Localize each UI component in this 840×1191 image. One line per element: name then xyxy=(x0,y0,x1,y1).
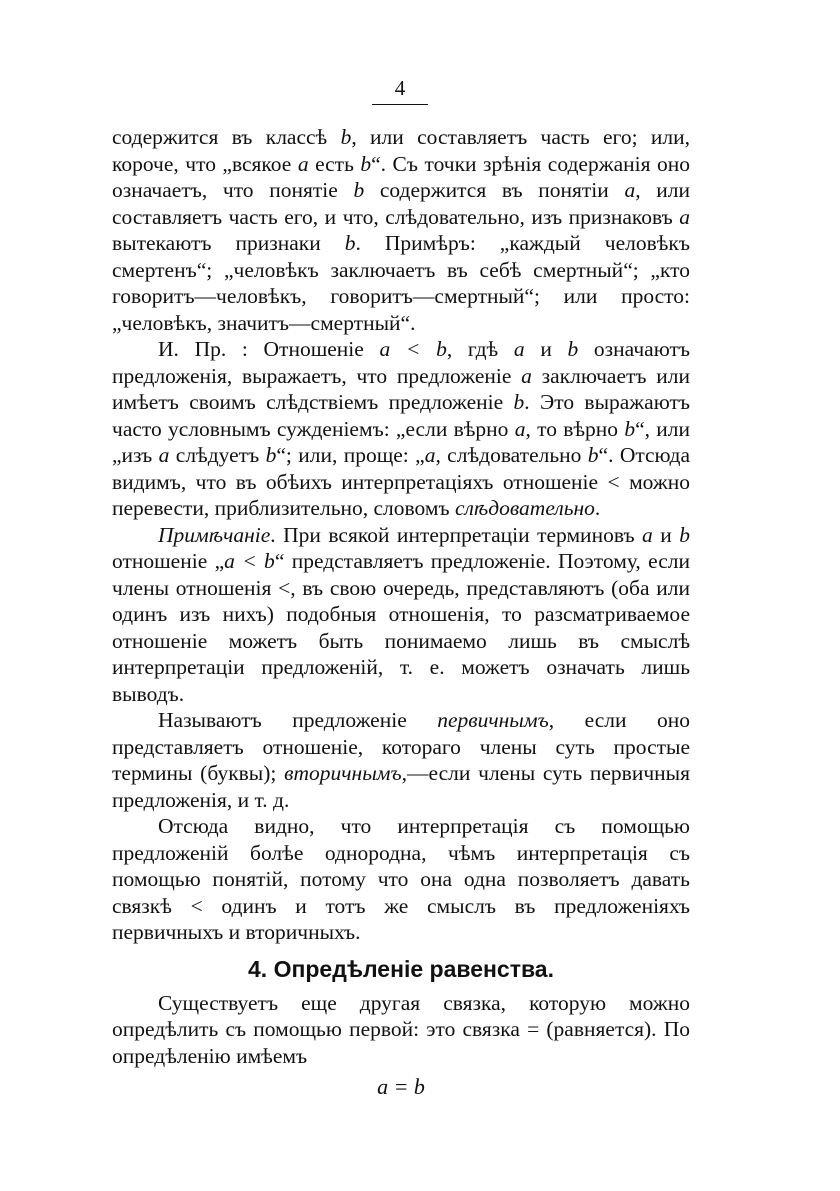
text-run: Существуетъ еще другая связка, которую можно опредѣлить съ помощью первой: это связка = (равняется). По опредѣленію имѣемъ xyxy=(112,990,690,1068)
text-run: “; или, проще: „ xyxy=(276,443,425,467)
text-run: и xyxy=(652,522,680,547)
variable: a xyxy=(521,363,532,388)
section-title: Опредѣленіе равенства. xyxy=(273,955,554,982)
text-run: слѣдуетъ xyxy=(169,443,266,467)
text-run: и xyxy=(524,337,568,361)
text-run: , если оно представляетъ отношеніе, котораго члены суть простые термины (буквы); xyxy=(112,708,690,785)
variable: b xyxy=(587,443,599,467)
paragraph-4 xyxy=(112,707,690,813)
variable: a xyxy=(624,178,636,202)
text-run: . Примѣръ: „каждый человѣкъ смертенъ“; „человѣкъ заключаетъ въ себѣ смертный“; „кто говоритъ—человѣкъ, говоритъ—смертный“; или просто: „человѣкъ, значитъ—смертный“. xyxy=(112,231,690,335)
variable: a xyxy=(424,443,436,467)
text-run: “, или „изъ xyxy=(112,416,691,467)
page-number-rule xyxy=(372,104,428,105)
variable: a xyxy=(679,204,690,229)
variable: b xyxy=(340,125,352,149)
variable: b xyxy=(679,522,691,547)
variable: a xyxy=(513,337,525,361)
text-run: , гдѣ xyxy=(446,337,514,361)
text-run: , слѣдовательно xyxy=(435,443,588,467)
text-run: “. Съ точки зрѣнія содержанія оно означаетъ, что понятіе xyxy=(112,151,690,202)
section-number: 4. xyxy=(248,955,268,982)
text-run: содержится въ понятіи xyxy=(364,178,625,202)
text-run: , то вѣрно xyxy=(525,416,625,441)
text-run: , или составляетъ часть его; или, короче, что „всякое xyxy=(112,125,690,176)
variable: a xyxy=(158,443,170,467)
text-run: Называютъ предложеніе xyxy=(158,708,438,732)
variable: b xyxy=(265,443,277,467)
text-run: содержится въ классѣ xyxy=(112,125,341,149)
emphasis: первичнымъ xyxy=(437,708,549,732)
text-run: заключаетъ или имѣетъ своимъ слѣдствіемъ предложеніе xyxy=(112,363,690,414)
variable: a xyxy=(642,522,653,547)
emphasis: вторичнымъ xyxy=(284,761,402,785)
text-run: , или составляетъ часть его, и что, слѣдовательно, изъ признаковъ xyxy=(112,178,690,229)
body-text xyxy=(112,124,690,1101)
variable: b xyxy=(344,231,356,255)
inline-formula: a < b xyxy=(224,549,275,573)
text-run: И. Пр. : Отношеніе xyxy=(158,337,380,361)
text-run: “. Отсюда видимъ, что въ обѣихъ интерпретаціяхъ отношеніе < можно перевести, приблизительно, словомъ xyxy=(112,443,690,520)
variable: a xyxy=(514,416,526,441)
text-run: “ представляетъ предложеніе. Поэтому, если члены отношенія <, въ свою очередь, представляютъ (оба или одинъ изъ нихъ) подобныя отношенія, то разсматриваемое отношеніе можетъ быть понимаемо лишь въ смыслѣ интерпретаціи предложеній, т. е. можетъ означать лишь выводъ. xyxy=(112,549,690,706)
variable: b xyxy=(353,178,365,202)
section-heading xyxy=(112,952,690,986)
variable: b xyxy=(567,337,579,361)
page-number: 4 xyxy=(394,76,406,100)
text-run: Отсюда видно, что интерпретація съ помощью предложеній болѣе однородна, чѣмъ интерпретація съ помощью понятій, потому что она одна позволяетъ давать связкѣ < одинъ и тотъ же смыслъ въ предложеніяхъ первичныхъ и вторичныхъ. xyxy=(112,814,690,944)
emphasis: слѣдовательно xyxy=(454,496,595,520)
paragraph-1 xyxy=(112,124,690,336)
text-run: ,—если члены суть первичныя предложенія, и т. д. xyxy=(112,761,690,812)
paragraph-2 xyxy=(112,336,690,522)
text-run: есть xyxy=(308,151,361,176)
paragraph-6 xyxy=(112,990,690,1070)
variable: b xyxy=(624,416,636,441)
inline-formula: a < b xyxy=(379,337,447,361)
display-formula: a = b xyxy=(377,1074,425,1099)
text-run: вытекаютъ признаки xyxy=(112,231,345,255)
paragraph-5 xyxy=(112,813,690,946)
text-run: отношеніе „ xyxy=(112,549,225,573)
variable: b xyxy=(513,390,525,414)
text-run: . xyxy=(594,496,601,520)
note-label: Примѣчаніе xyxy=(158,522,271,547)
paragraph-note xyxy=(112,522,690,708)
text-run: . При всякой интерпретаціи терминовъ xyxy=(270,522,643,547)
variable: a xyxy=(297,151,309,176)
text-run: . Это выражаютъ часто условнымъ сужденіемъ: „если вѣрно xyxy=(112,390,690,441)
variable: b xyxy=(360,151,372,176)
text-run: означаютъ предложенія, выражаетъ, что предложеніе xyxy=(112,337,690,388)
